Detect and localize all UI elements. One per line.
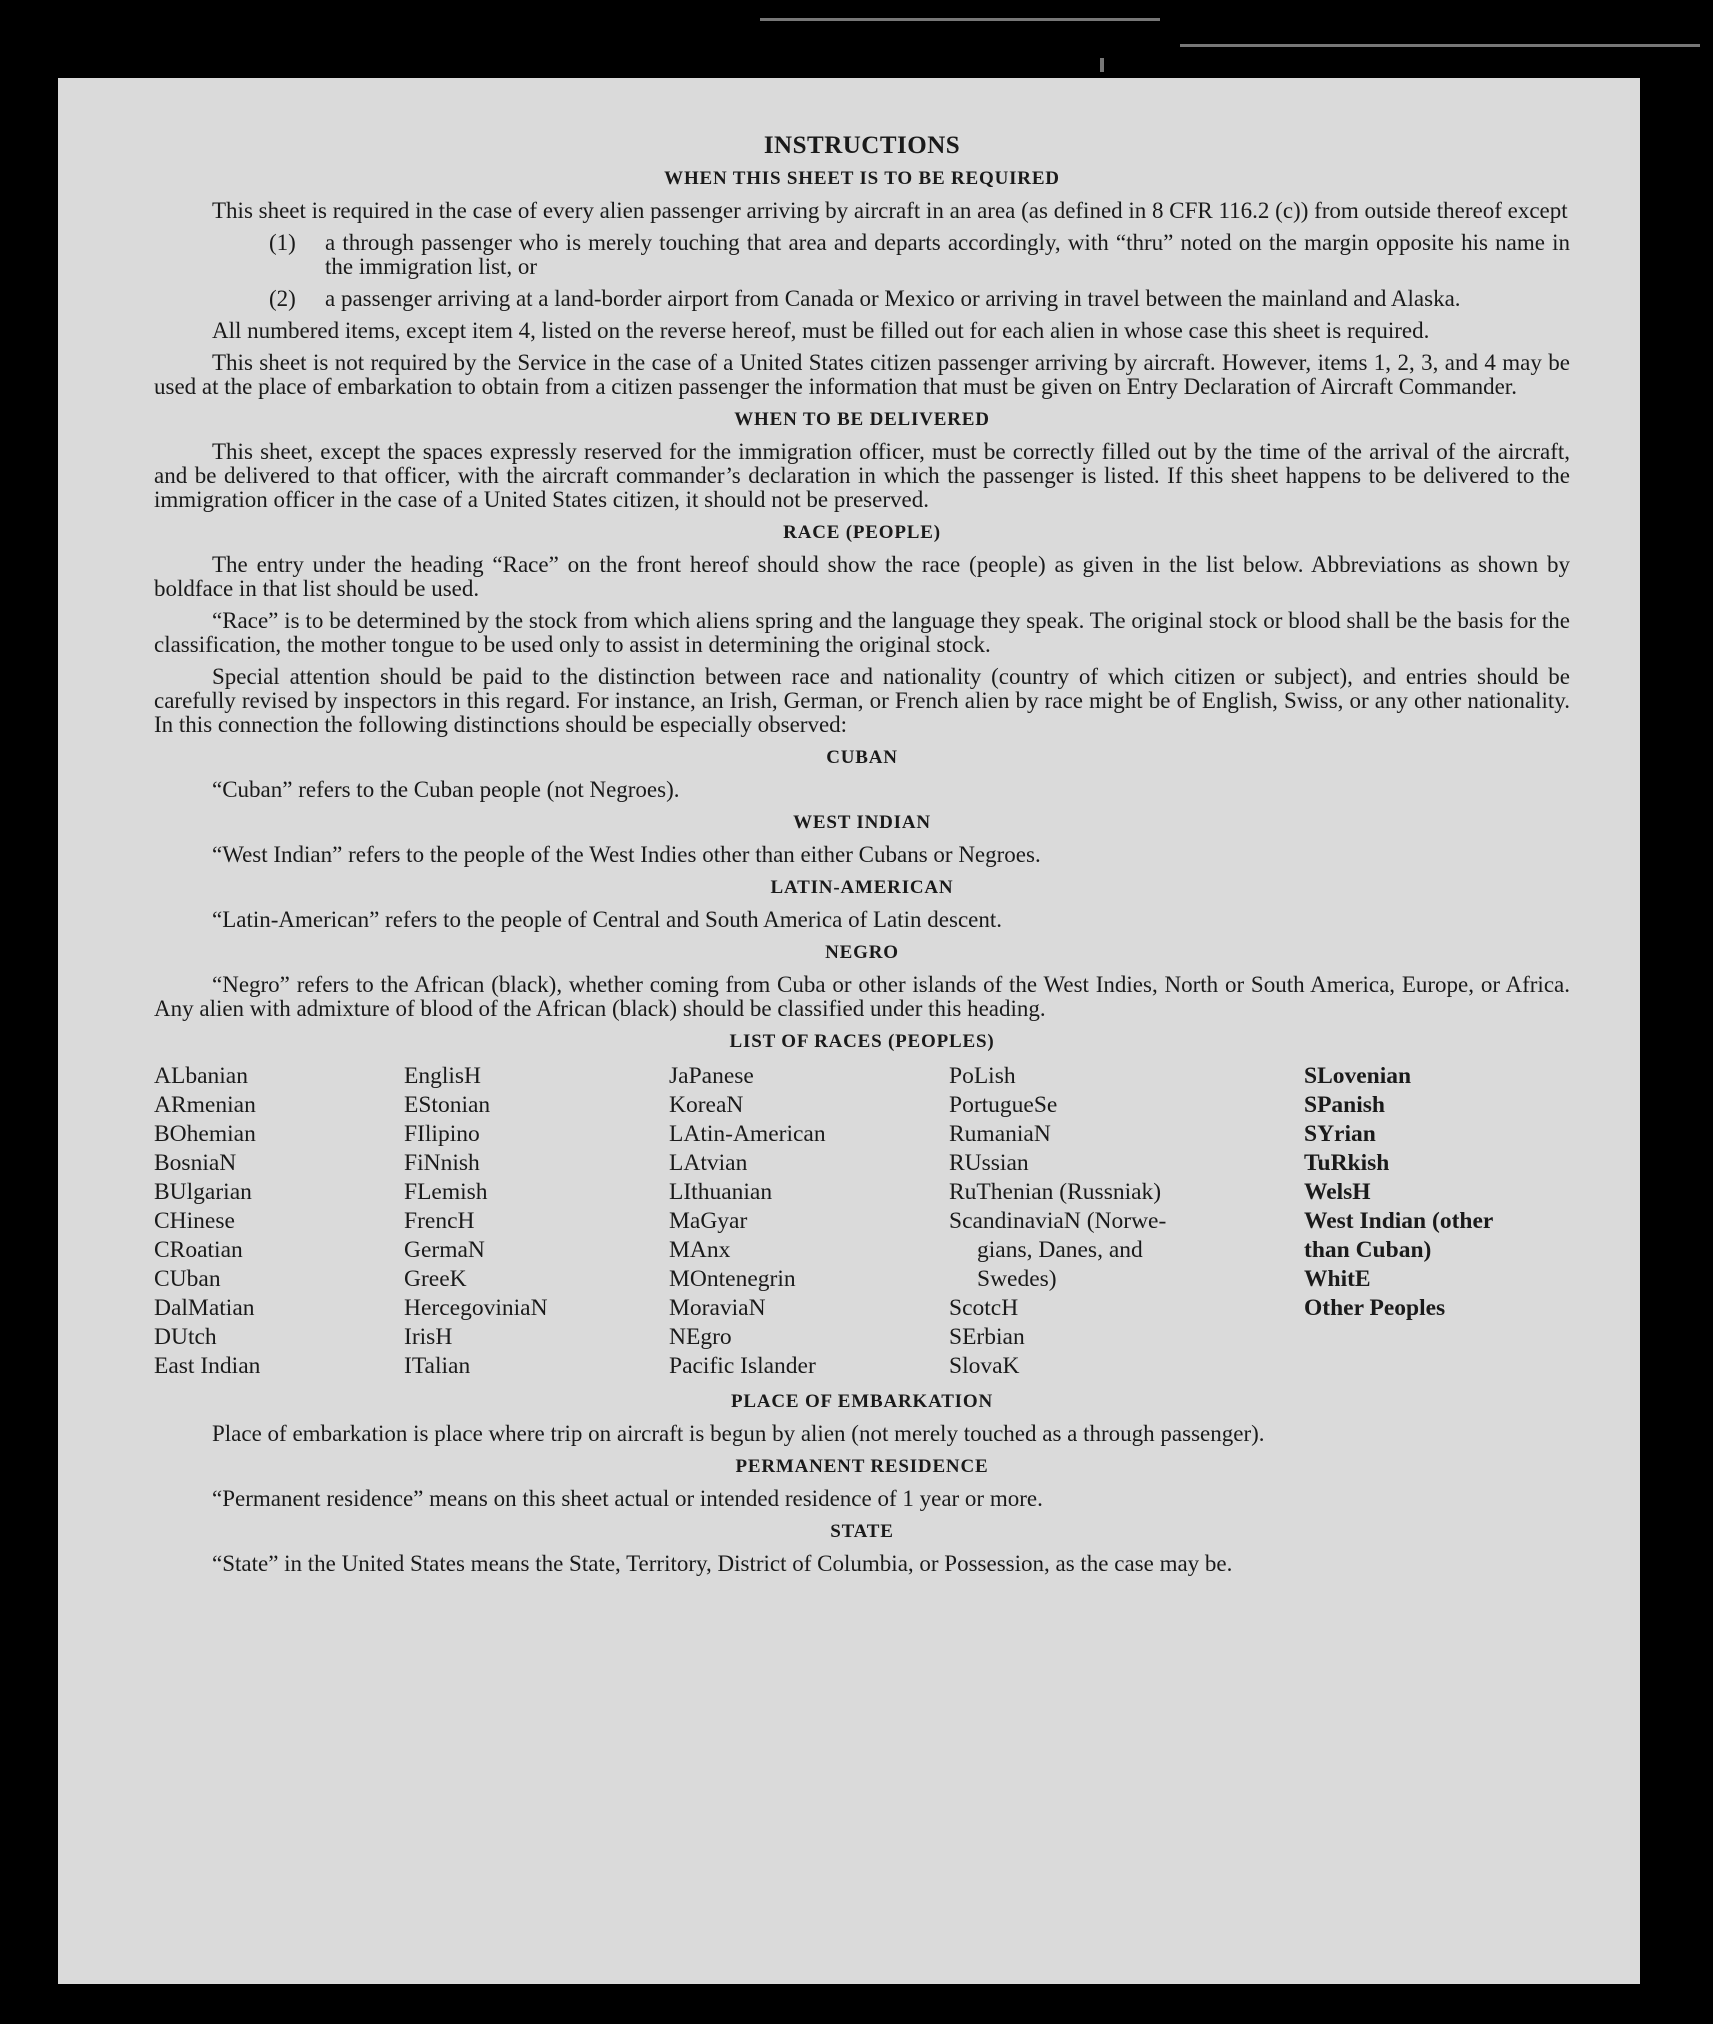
- race-entry: KoreaN: [669, 1092, 744, 1118]
- race-entry: ARmenian: [154, 1092, 256, 1118]
- paragraph: This sheet is required in the case of every alien passenger arriving by aircraft in an area (as defined in 8 CFR 116.2 (c)) from outside thereof except: [212, 198, 1568, 223]
- definition: “Latin-American” refers to the people of Central and South America of Latin descent.: [212, 907, 1002, 932]
- race-entry: NEgro: [669, 1324, 732, 1350]
- race-entry: CUban: [154, 1266, 221, 1292]
- race-entry: RUssian: [949, 1150, 1029, 1176]
- race-entry: MoraviaN: [669, 1295, 766, 1321]
- race-entry: WhitE: [1304, 1266, 1371, 1292]
- list-item-text: a through passenger who is merely touching that area and departs accordingly, with “thru” noted on the margin opposite his name in the immigration list, or: [325, 230, 1570, 279]
- race-entry: JaPanese: [669, 1063, 754, 1089]
- list-item: [269, 231, 1570, 279]
- race-entry-continuation: Swedes): [977, 1266, 1057, 1292]
- races-column-3: [669, 1062, 949, 1381]
- race-entry: PoLish: [949, 1063, 1016, 1089]
- section-heading-race: RACE (PEOPLE): [783, 522, 941, 543]
- race-entry: SLovenian: [1304, 1063, 1412, 1089]
- race-entry-continuation: than Cuban): [1304, 1237, 1432, 1263]
- list-item-number: (2): [269, 286, 296, 311]
- paragraph: Special attention should be paid to the distinction between race and nationality (country of which citizen or subject), and entries should be carefully revised by inspectors in this regard. For instance, an Irish, German, or French alien by race might be of English, Swiss, or any other nationality. In this connection the following distinctions should be especially observed:: [154, 664, 1570, 737]
- scan-edge-mark: [760, 18, 1160, 21]
- race-entry: CRoatian: [154, 1237, 243, 1263]
- race-entry: GermaN: [404, 1237, 485, 1263]
- section-heading-when-required: WHEN THIS SHEET IS TO BE REQUIRED: [664, 168, 1060, 189]
- section-heading-when-delivered: WHEN TO BE DELIVERED: [734, 409, 990, 430]
- races-column-4: [949, 1062, 1304, 1381]
- race-entry: RuThenian (Russniak): [949, 1179, 1162, 1205]
- race-entry: EStonian: [404, 1092, 491, 1118]
- race-entry: FIlipino: [404, 1121, 480, 1147]
- race-entry: MAnx: [669, 1237, 731, 1263]
- section-heading-residence: PERMANENT RESIDENCE: [735, 1456, 989, 1477]
- race-entry: RumaniaN: [949, 1121, 1051, 1147]
- definition: “State” in the United States means the State, Territory, District of Columbia, or Possession, as the case may be.: [212, 1551, 1233, 1576]
- paragraph: The entry under the heading “Race” on the front hereof should show the race (people) as given in the list below. Abbreviations as shown by boldface in that list should be used.: [154, 552, 1570, 601]
- paragraph: This sheet is not required by the Service in the case of a United States citizen passenger arriving by aircraft. However, items 1, 2, 3, and 4 may be used at the place of embarkation to obtain from a citizen passenger the information that must be given on Entry Declaration of Aircraft Commander.: [154, 350, 1570, 399]
- list-item-text: a passenger arriving at a land-border airport from Canada or Mexico or arriving in travel between the mainland and Alaska.: [325, 286, 1461, 311]
- race-entry: HercegoviniaN: [404, 1295, 548, 1321]
- race-entry: SErbian: [949, 1324, 1025, 1350]
- race-entry: EnglisH: [404, 1063, 482, 1089]
- definition: Place of embarkation is place where trip on aircraft is begun by alien (not merely touched as a through passenger).: [212, 1421, 1265, 1446]
- race-entry: Pacific Islander: [669, 1353, 816, 1379]
- document-page: [58, 78, 1640, 1984]
- races-column-5: [1304, 1062, 1570, 1381]
- race-entry: SYrian: [1304, 1121, 1376, 1147]
- race-entry: LAtin-American: [669, 1121, 826, 1147]
- definition: “Cuban” refers to the Cuban people (not Negroes).: [212, 777, 680, 802]
- race-entry: GreeK: [404, 1266, 467, 1292]
- race-entry: West Indian (other: [1304, 1208, 1494, 1234]
- race-entry: ScandinaviaN (Norwe-: [949, 1208, 1167, 1234]
- section-heading-west-indian: WEST INDIAN: [793, 812, 931, 833]
- races-column-2: [404, 1062, 669, 1381]
- scan-edge-mark: [1180, 44, 1700, 47]
- list-item: [269, 287, 1570, 311]
- race-entry: East Indian: [154, 1353, 261, 1379]
- race-entry: MaGyar: [669, 1208, 748, 1234]
- race-entry: WelsH: [1304, 1179, 1371, 1205]
- definition: “Negro” refers to the African (black), whether coming from Cuba or other islands of the West Indies, North or South America, Europe, or Africa. Any alien with admixture of blood of the African (black) should be classified under this heading.: [154, 972, 1570, 1021]
- race-entry-continuation: gians, Danes, and: [977, 1237, 1143, 1263]
- race-entry: ScotcH: [949, 1295, 1019, 1321]
- list-of-races-heading: LIST OF RACES (PEOPLES): [729, 1031, 995, 1052]
- race-entry: ITalian: [404, 1353, 471, 1379]
- race-entry: MOntenegrin: [669, 1266, 796, 1292]
- paragraph: “Race” is to be determined by the stock from which aliens spring and the language they speak. The original stock or blood shall be the basis for the classification, the mother tongue to be used only to assist in determining the original stock.: [154, 608, 1570, 657]
- paragraph: This sheet, except the spaces expressly reserved for the immigration officer, must be correctly filled out by the time of the arrival of the aircraft, and be delivered to that officer, with the aircraft commander’s declaration in which the passenger is listed. If this sheet happens to be delivered to the immigration officer in the case of a United States citizen, it should not be preserved.: [154, 439, 1570, 512]
- list-item-number: (1): [269, 230, 296, 255]
- page-title: INSTRUCTIONS: [763, 132, 961, 159]
- race-entry: DUtch: [154, 1324, 217, 1350]
- race-entry: BosniaN: [154, 1150, 237, 1176]
- race-entry: ALbanian: [154, 1063, 248, 1089]
- race-entry: TuRkish: [1304, 1150, 1390, 1176]
- section-heading-embarkation: PLACE OF EMBARKATION: [731, 1391, 993, 1412]
- race-entry: SPanish: [1304, 1092, 1385, 1118]
- race-entry: PortugueSe: [949, 1092, 1058, 1118]
- race-entry: Other Peoples: [1304, 1295, 1446, 1321]
- races-column-1: [154, 1062, 404, 1381]
- race-entry: FiNnish: [404, 1150, 480, 1176]
- scan-edge-mark: [1100, 58, 1104, 72]
- definition: “West Indian” refers to the people of the West Indies other than either Cubans or Negroes.: [212, 842, 1041, 867]
- race-entry: BOhemian: [154, 1121, 256, 1147]
- races-list: [154, 1062, 1570, 1381]
- section-heading-latin-american: LATIN-AMERICAN: [770, 877, 954, 898]
- race-entry: LAtvian: [669, 1150, 748, 1176]
- instructions-sheet: [154, 134, 1570, 1576]
- race-entry: CHinese: [154, 1208, 235, 1234]
- definition: “Permanent residence” means on this sheet actual or intended residence of 1 year or more.: [212, 1486, 1043, 1511]
- race-entry: IrisH: [404, 1324, 453, 1350]
- section-heading-state: STATE: [830, 1521, 894, 1542]
- race-entry: FLemish: [404, 1179, 488, 1205]
- race-entry: SlovaK: [949, 1353, 1020, 1379]
- section-heading-cuban: CUBAN: [826, 747, 898, 768]
- race-entry: DalMatian: [154, 1295, 255, 1321]
- race-entry: LIthuanian: [669, 1179, 773, 1205]
- race-entry: BUlgarian: [154, 1179, 252, 1205]
- section-heading-negro: NEGRO: [825, 942, 899, 963]
- paragraph: All numbered items, except item 4, listed on the reverse hereof, must be filled out for each alien in whose case this sheet is required.: [212, 318, 1430, 343]
- race-entry: FrencH: [404, 1208, 475, 1234]
